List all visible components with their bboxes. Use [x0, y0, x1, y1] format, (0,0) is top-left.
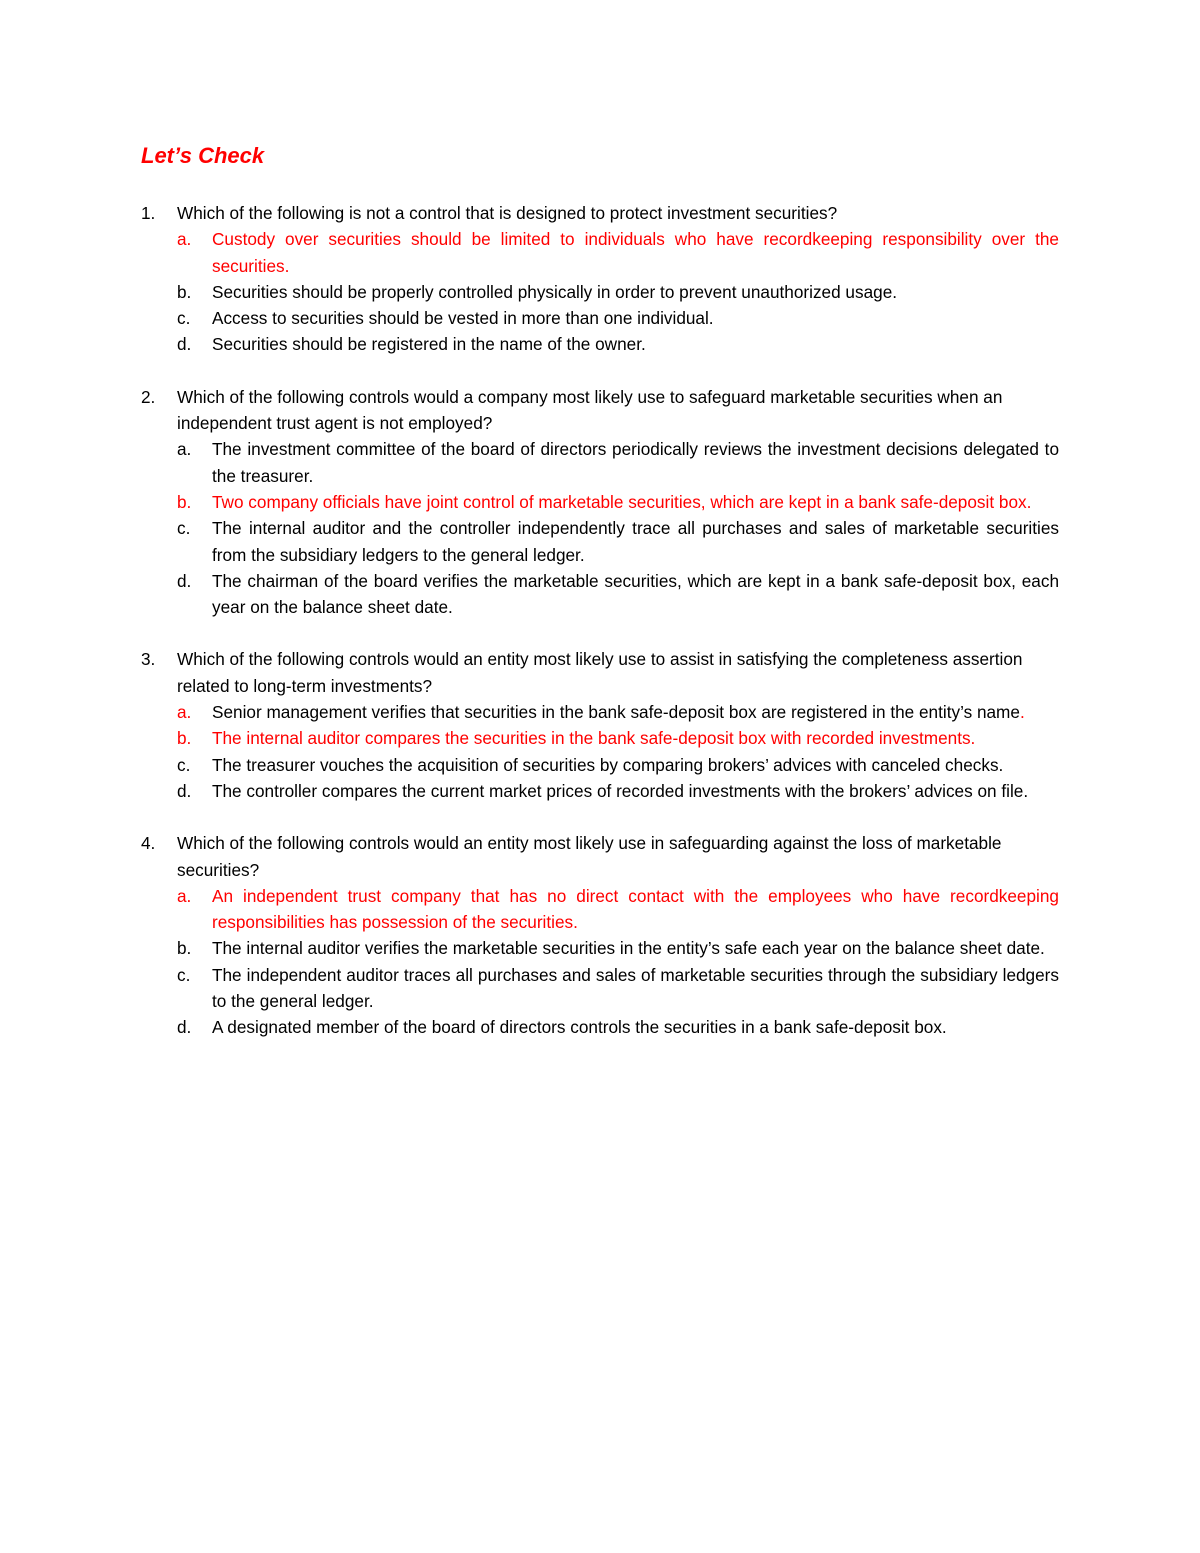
question-4 [141, 830, 1059, 1040]
option-list [177, 226, 1059, 357]
page-title: Let’s Check [141, 143, 265, 168]
option-text: Custody over securities should be limited to individuals who have recordkeeping responsibility over the securities. [212, 229, 1059, 276]
option-item [177, 962, 1059, 1015]
option-text: Senior management verifies that securities in the bank safe-deposit box are registered in the entity’s name [212, 702, 1020, 723]
question-number: 1. [141, 203, 156, 223]
option-list [177, 883, 1059, 1041]
option-item [177, 226, 1059, 279]
option-text: The internal auditor and the controller independently trace all purchases and sales of marketable securities from the subsidiary ledgers to the general ledger. [212, 518, 1059, 565]
option-item [177, 568, 1059, 621]
option-label: c. [177, 754, 191, 775]
option-suffix: . [1019, 702, 1025, 723]
option-label: d. [177, 334, 192, 355]
option-text: Two company officials have joint control of marketable securities, which are kept in a bank safe-deposit box. [212, 491, 1032, 512]
option-text: The internal auditor verifies the marketable securities in the entity’s safe each year on the balance sheet date. [212, 938, 1045, 959]
option-text: The independent auditor traces all purchases and sales of marketable securities through the subsidiary ledgers to the general ledger. [212, 964, 1059, 1012]
option-label: d. [177, 780, 192, 801]
option-label: b. [177, 938, 192, 959]
option-item [177, 778, 1059, 804]
question-number: 3. [141, 649, 156, 670]
option-list [177, 436, 1059, 620]
option-item [177, 489, 1059, 515]
option-text: The internal auditor compares the securities in the bank safe-deposit box with recorded investments. [212, 728, 976, 749]
option-text: The controller compares the current market prices of recorded investments with the brokers’ advices on file. [212, 780, 1029, 801]
option-text: Access to securities should be vested in more than one individual. [212, 308, 714, 329]
option-label: a. [177, 702, 192, 723]
option-text: Securities should be properly controlled physically in order to prevent unauthorized usage. [212, 281, 898, 302]
option-label: b. [177, 491, 192, 512]
option-text: An independent trust company that has no direct contact with the employees who have recordkeeping responsibilities has possession of the securities. [212, 885, 1059, 933]
option-item [177, 725, 1059, 751]
option-label: b. [177, 281, 192, 302]
option-item [177, 883, 1059, 936]
option-item [177, 436, 1059, 489]
question-list [141, 200, 1059, 1067]
option-item [177, 699, 1059, 725]
option-item [177, 752, 1059, 778]
question-3 [141, 646, 1059, 804]
question-text: Which of the following controls would a company most likely use to safeguard marketable securities when an independent trust agent is not employed? [177, 386, 1003, 434]
option-item [177, 515, 1059, 568]
option-text: The investment committee of the board of directors periodically reviews the investment decisions delegated to the treasurer. [212, 439, 1059, 486]
option-label: b. [177, 728, 192, 749]
option-item [177, 331, 1059, 357]
option-item [177, 305, 1059, 331]
option-label: d. [177, 570, 192, 591]
question-number: 4. [141, 833, 156, 854]
option-label: a. [177, 439, 192, 460]
option-label: c. [177, 964, 191, 985]
option-item [177, 279, 1059, 305]
question-text: Which of the following is not a control that is designed to protect investment securities? [177, 203, 838, 223]
question-text: Which of the following controls would an entity most likely use in safeguarding against the loss of marketable securities? [177, 833, 1002, 880]
option-text: The treasurer vouches the acquisition of securities by comparing brokers’ advices with canceled checks. [212, 754, 1004, 775]
option-text: A designated member of the board of directors controls the securities in a bank safe-deposit box. [212, 1017, 947, 1038]
option-label: a. [177, 885, 192, 906]
question-1 [141, 200, 1059, 358]
option-label: c. [177, 518, 191, 539]
question-2 [141, 384, 1059, 621]
option-text: Securities should be registered in the name of the owner. [212, 334, 646, 355]
option-label: a. [177, 229, 192, 250]
option-item [177, 1014, 1059, 1040]
question-text: Which of the following controls would an entity most likely use to assist in satisfying the completeness assertion related to long-term investments? [177, 649, 1023, 696]
option-label: d. [177, 1017, 192, 1038]
option-text: The chairman of the board verifies the marketable securities, which are kept in a bank safe-deposit box, each year on the balance sheet date. [212, 570, 1059, 618]
option-label: c. [177, 308, 191, 329]
question-number: 2. [141, 386, 156, 407]
option-item [177, 935, 1059, 961]
option-list [177, 699, 1059, 804]
